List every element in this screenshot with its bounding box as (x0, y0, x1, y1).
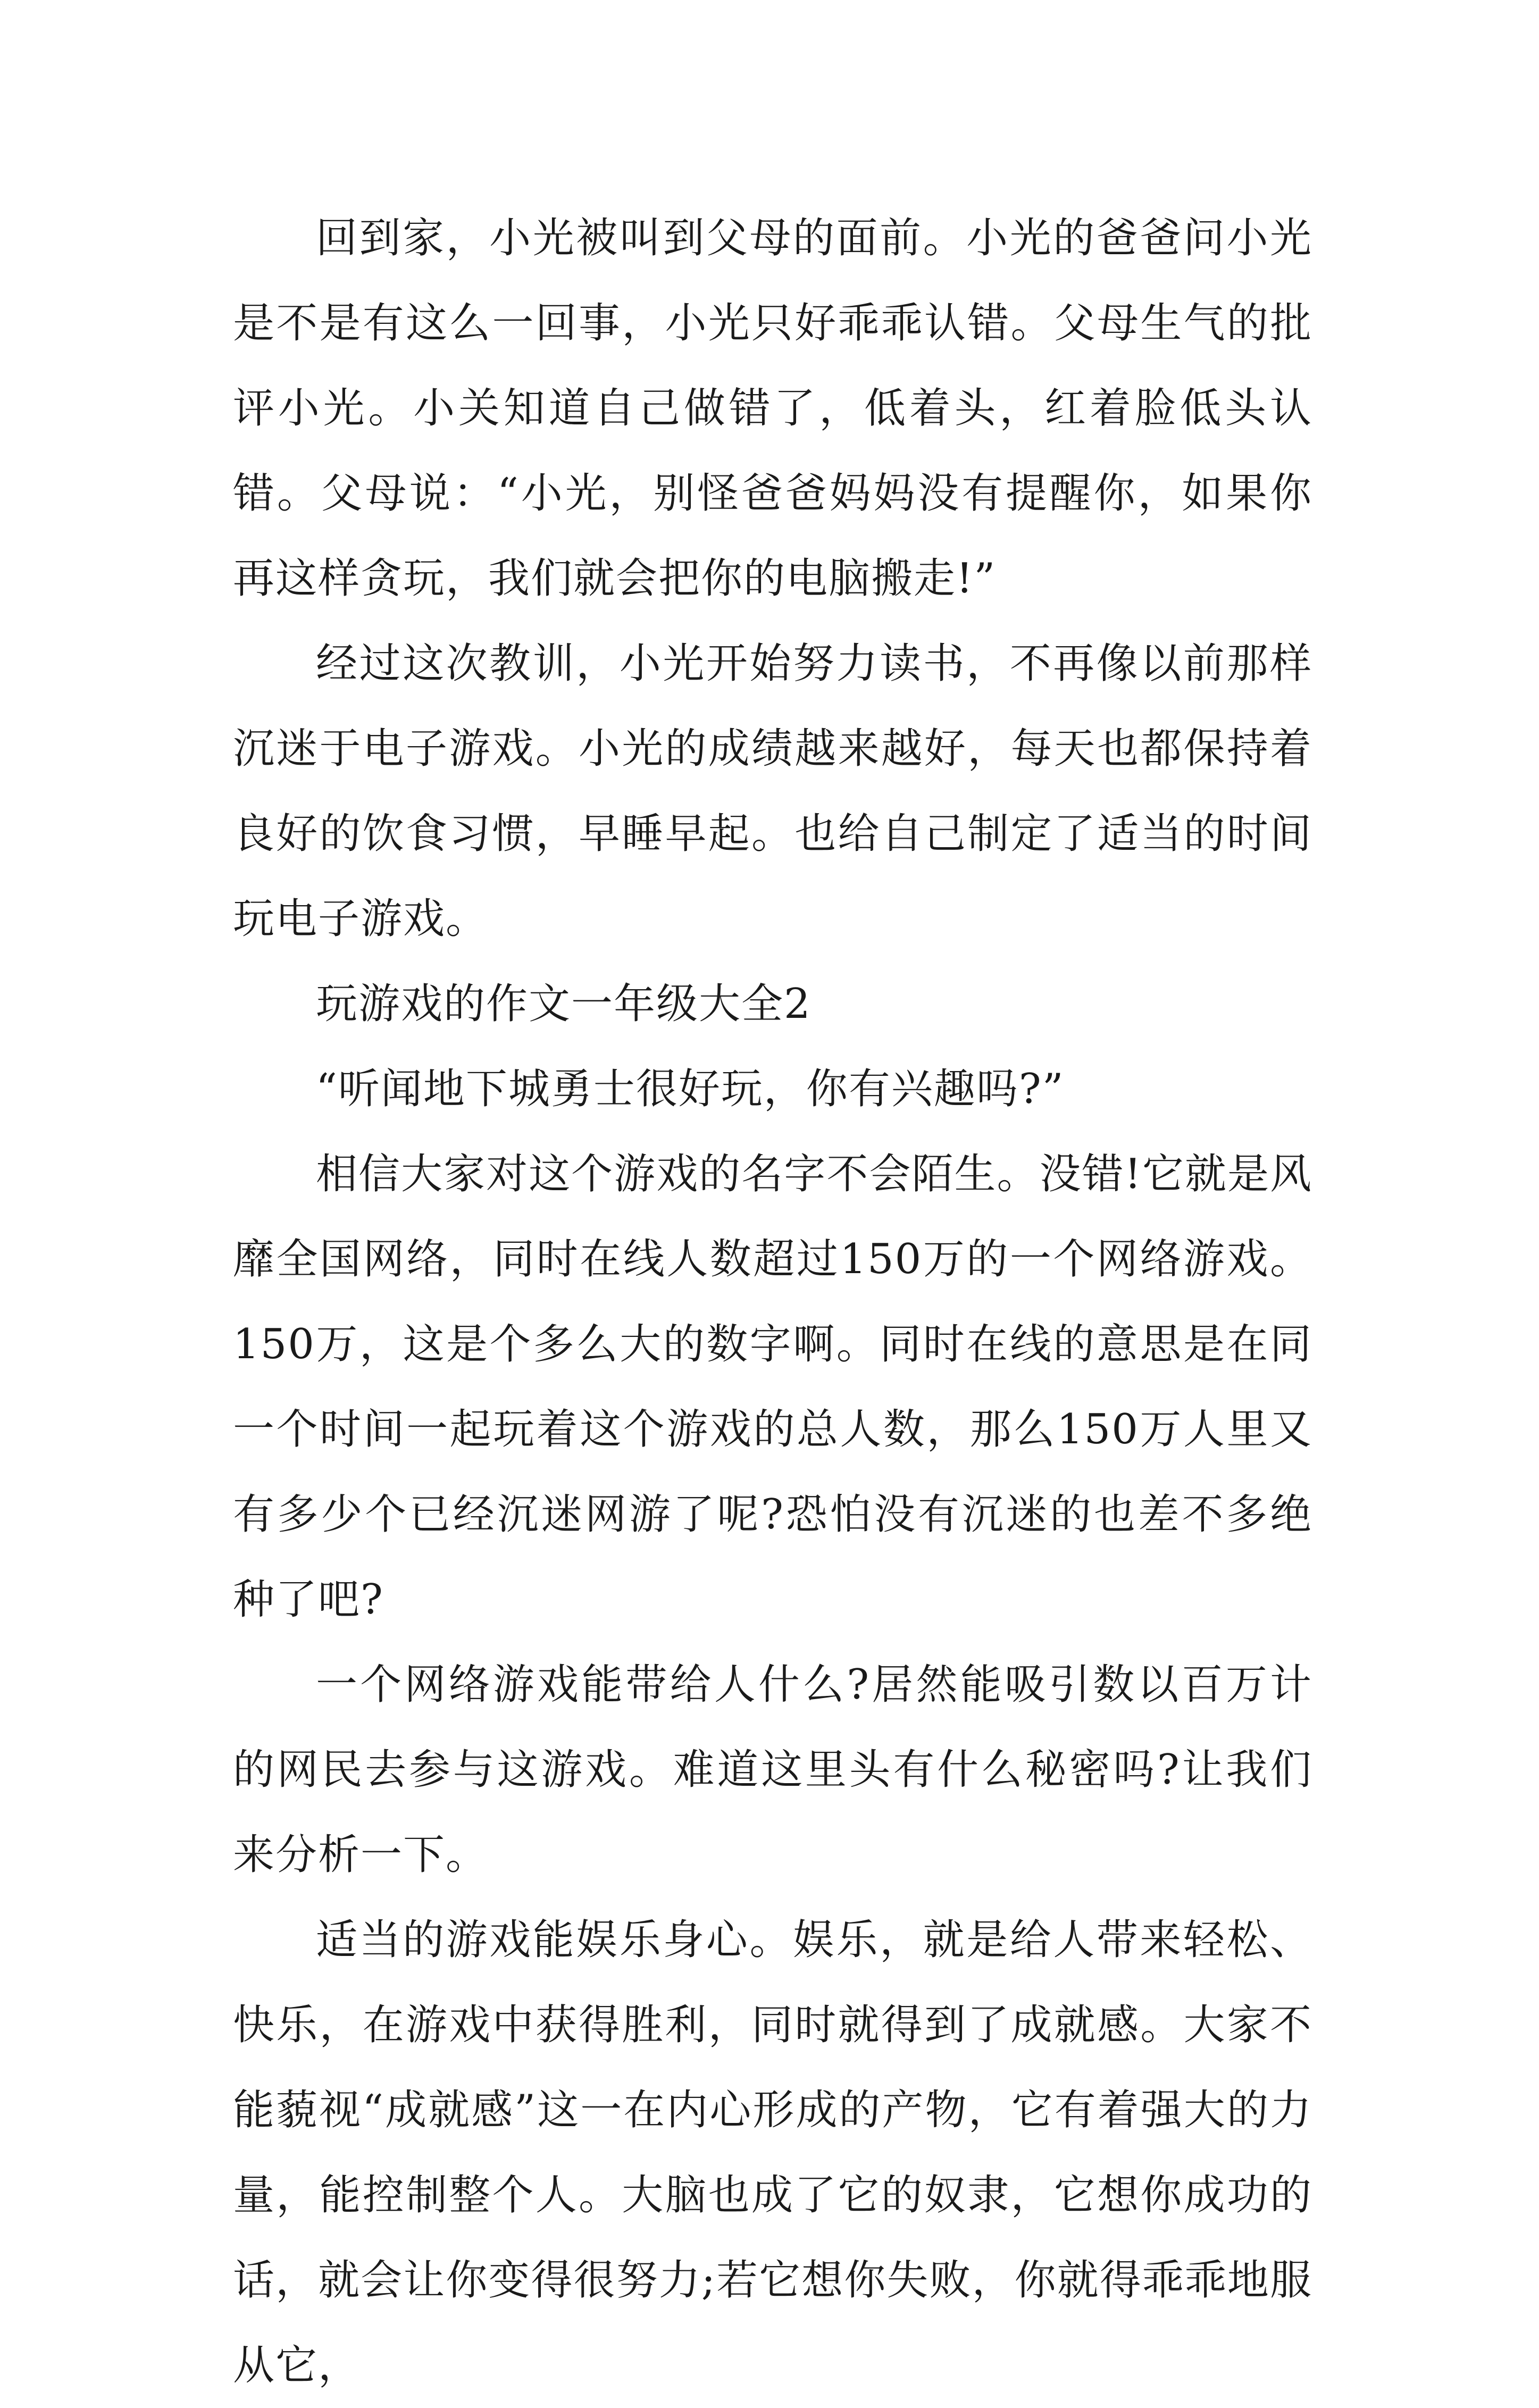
paragraph-game-question: 一个网络游戏能带给人什么?居然能吸引数以百万计的网民去参与这游戏。难道这里头有什么秘密吗?让我们来分析一下。 (233, 1661, 1312, 1879)
paragraph-return-home: 回到家，小光被叫到父母的面前。小光的爸爸问小光是不是有这么一回事，小光只好乖乖认错。父母生气的批评小光。小关知道自己做错了，低着头，红着脸低头认错。父母说：“小光，别怪爸爸妈妈没有提醒你，如果你再这样贪玩，我们就会把你的电脑搬走!” (233, 214, 1312, 603)
document-body (233, 196, 1312, 2408)
paragraph-entertainment: 适当的游戏能娱乐身心。娱乐，就是给人带来轻松、快乐，在游戏中获得胜利，同时就得到了成就感。大家不能藐视“成就感”这一在内心形成的产物，它有着强大的力量，能控制整个人。大脑也成了它的奴隶，它想你成功的话，就会让你变得很努力;若它想你失败，你就得乖乖地服从它， (233, 1916, 1312, 2389)
paragraph-quote: “听闻地下城勇士很好玩，你有兴趣吗?” (316, 1065, 1065, 1113)
paragraph-lesson-learned: 经过这次教训，小光开始努力读书，不再像以前那样沉迷于电子游戏。小光的成绩越来越好，每天也都保持着良好的饮食习惯，早睡早起。也给自己制定了适当的时间玩电子游戏。 (233, 640, 1312, 943)
section-heading: 玩游戏的作文一年级大全2 (316, 980, 812, 1028)
paragraph-game-popularity: 相信大家对这个游戏的名字不会陌生。没错!它就是风靡全国网络，同时在线人数超过150万的一个网络游戏。150万，这是个多么大的数字啊。同时在线的意思是在同一个时间一起玩着这个游戏的总人数，那么150万人里又有多少个已经沉迷网游了呢?恐怕没有沉迷的也差不多绝种了吧? (233, 1150, 1312, 1624)
